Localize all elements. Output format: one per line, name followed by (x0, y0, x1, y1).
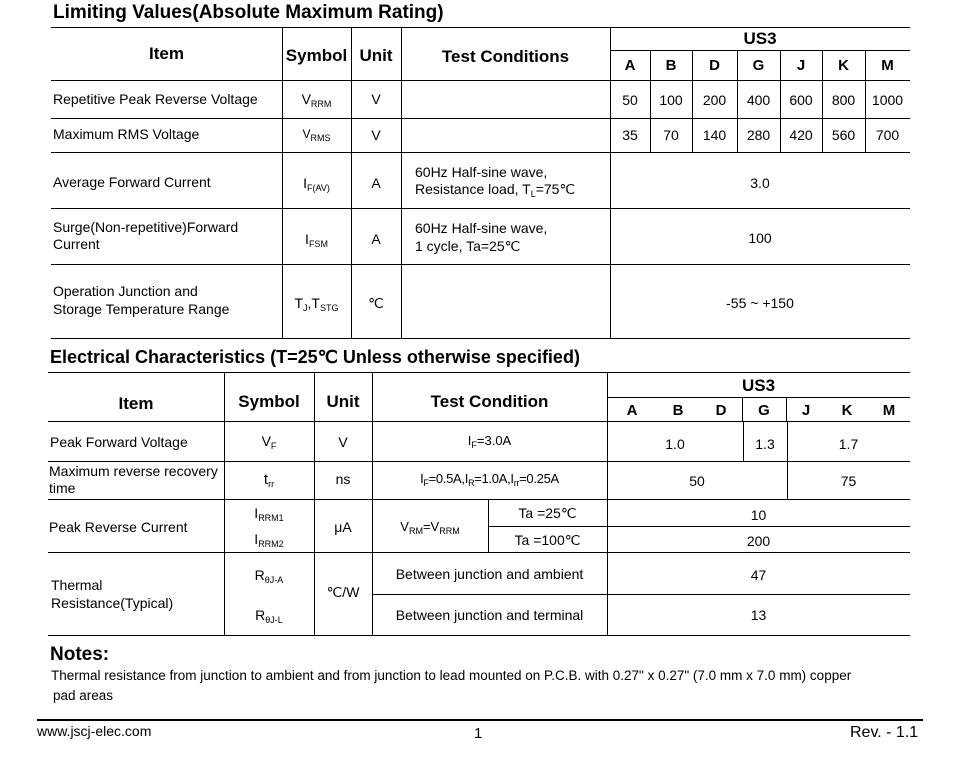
t1-r4-item-line1: Surge(Non-repetitive)Forward (53, 219, 239, 235)
t2-ir-symbol-1: $I_{RRM1}$ (254, 505, 284, 523)
t1-r2-val: 35 (622, 127, 638, 143)
t2-grade-b: B (672, 402, 684, 419)
t2-top-rule (48, 372, 910, 373)
t2-th-item-line1: Thermal (51, 577, 103, 593)
t1-r2-unit: V (371, 127, 381, 143)
t2-th-val-terminal: 13 (750, 607, 767, 623)
t1-grade-d: D (709, 57, 720, 74)
t2-vf-item: Peak Forward Voltage (50, 434, 188, 450)
t1-r4-value: 100 (748, 230, 772, 246)
t2-grade-k: K (841, 402, 853, 419)
t2-trr-val-jkm: 75 (840, 473, 857, 489)
t1-r2-symbol: $V_{RMS}$ (302, 127, 331, 143)
t1-r3-cond-line2: Resistance load, $T_L=75℃$ (415, 181, 576, 199)
t2-us3-rule (607, 397, 910, 398)
t2-ir-symbol-2: $I_{RRM2}$ (254, 531, 284, 549)
t1-grade-g: G (752, 57, 765, 74)
t1-r4-symbol: $I_{FSM}$ (305, 231, 328, 249)
t1-row-rule (51, 152, 910, 153)
t1-col-rule (401, 27, 402, 338)
t1-us3-header: US3 (743, 29, 777, 48)
t1-r1-val: 400 (746, 92, 771, 108)
t2-sub-rule (372, 594, 910, 595)
t1-row-rule (51, 118, 910, 119)
t1-test-header: Test Conditions (441, 47, 570, 66)
t2-row-rule (48, 552, 910, 553)
t1-r1-val: 50 (622, 92, 638, 108)
t1-r5-value: -55 ~ +150 (726, 295, 794, 311)
t2-header-rule (48, 421, 910, 422)
t1-grade-j: J (796, 57, 806, 74)
t1-r1-val: 1000 (871, 92, 904, 108)
t2-unit-header: Unit (326, 392, 360, 411)
t1-r2-val: 700 (875, 127, 900, 143)
t1-r1-unit: V (371, 91, 381, 107)
t1-r1-val: 100 (659, 92, 683, 108)
t1-r5-symbol: $T_J,T_{STG}$ (294, 295, 339, 313)
t1-r2-val: 280 (746, 127, 771, 143)
t1-r2-val: 420 (789, 127, 813, 143)
limiting-values-title: Limiting Values(Absolute Maximum Rating) (53, 2, 444, 23)
t2-col-rule (372, 372, 373, 635)
t1-r3-unit: A (371, 175, 381, 191)
t2-th-val-ambient: 47 (750, 567, 767, 583)
footer-url: www.jscj-elec.com (37, 723, 152, 739)
t1-r1-val: 600 (789, 92, 813, 108)
notes-line-2: pad areas (53, 688, 114, 703)
t2-th-cond-ambient: Between junction and ambient (395, 566, 584, 582)
t2-test-header: Test Condition (430, 392, 549, 411)
notes-line-1: Thermal resistance from junction to ambient and from junction to lead mounted on P.C.B. with 0.27" x 0.27" (7.0 mm x 7.0 mm) copper (51, 668, 852, 683)
t2-th-item-line2: Resistance(Typical) (51, 595, 174, 611)
t1-r3-symbol: $I_{F(AV)}$ (303, 175, 330, 193)
t2-item-header: Item (118, 394, 154, 413)
t1-r1-val: 200 (702, 92, 727, 108)
t1-r5-item-line1: Operation Junction and (53, 283, 198, 299)
t2-grade-m: M (882, 402, 896, 419)
t2-ir-item: Peak Reverse Current (49, 519, 188, 535)
t1-grade-m: M (881, 57, 894, 74)
t2-col-rule (607, 372, 608, 635)
t1-r1-val: 800 (831, 92, 856, 108)
t2-th-symbol-ja: $R_{\theta J-A}$ (254, 567, 284, 585)
t1-item-header: Item (149, 44, 184, 63)
t1-r2-val: 560 (831, 127, 856, 143)
notes-title: Notes: (50, 644, 110, 665)
t2-vf-val-g: 1.3 (755, 436, 775, 452)
t1-r2-item: Maximum RMS Voltage (53, 126, 200, 142)
footer-page-number: 1 (474, 725, 483, 742)
t2-ir-val-25: 10 (750, 507, 767, 523)
t2-bottom-rule (48, 635, 910, 636)
t1-r2-val: 70 (663, 127, 679, 143)
t2-trr-item-line2: time (49, 480, 76, 496)
t1-symbol-header: Symbol (285, 46, 348, 65)
t1-r2-val: 140 (702, 127, 727, 143)
t1-r5-unit: ℃ (368, 295, 384, 311)
t2-grade-j: J (801, 402, 811, 419)
t2-grade-a: A (626, 402, 638, 419)
t1-r5-item-line2: Storage Temperature Range (53, 301, 230, 317)
t2-th-cond-terminal: Between junction and terminal (395, 607, 584, 623)
t2-ir-condition: $V_{RM}=V_{RRM}$ (400, 519, 460, 536)
t2-ir-unit: μA (334, 519, 352, 535)
electrical-characteristics-title: Electrical Characteristics (T=25℃ Unless otherwise specified) (50, 347, 580, 367)
t1-grade-a: A (624, 57, 636, 74)
footer-revision: Rev. - 1.1 (850, 724, 919, 741)
t2-row-rule (48, 461, 910, 462)
t1-bottom-rule (51, 338, 910, 339)
t1-row-rule (51, 208, 910, 209)
t2-sub-rule (488, 526, 910, 527)
t1-grade-k: K (838, 57, 849, 74)
t1-r1-symbol: $V_{RRM}$ (301, 91, 332, 109)
t1-r4-unit: A (371, 231, 381, 247)
t2-vf-symbol: $V_F$ (261, 433, 277, 451)
t1-r4-item-line2: Current (53, 236, 100, 252)
t2-symbol-header: Symbol (238, 392, 300, 411)
t2-ir-ta-100: Ta =100℃ (514, 532, 581, 548)
t1-r3-value: 3.0 (750, 175, 770, 191)
t1-header-rule (51, 80, 910, 81)
t2-grade-d: D (715, 402, 727, 419)
t2-trr-symbol: $t_{rr}$ (263, 471, 275, 489)
t2-col-rule (224, 372, 225, 635)
t2-vf-val-abd: 1.0 (665, 436, 685, 452)
t1-r1-item: Repetitive Peak Reverse Voltage (53, 91, 258, 107)
t2-trr-unit: ns (335, 471, 351, 487)
t1-r3-item: Average Forward Current (53, 174, 211, 190)
t2-trr-condition: $I_F=0.5A,I_R=1.0A,I_{rr}=0.25A$ (420, 471, 559, 488)
t2-grade-g: G (758, 402, 770, 419)
t2-trr-val-abdg: 50 (689, 473, 705, 489)
t2-grade-rule (742, 397, 743, 421)
t1-unit-header: Unit (359, 46, 393, 65)
t2-th-symbol-jl: $R_{\theta J-L}$ (255, 607, 283, 625)
t2-vf-unit: V (338, 434, 348, 450)
t1-r3-cond-line1: 60Hz Half-sine wave, (415, 164, 548, 180)
t1-grade-b: B (665, 57, 677, 74)
t2-ir-val-100: 200 (746, 533, 771, 549)
t1-r4-cond-line1: 60Hz Half-sine wave, (415, 220, 548, 236)
footer-rule (37, 719, 923, 721)
t1-top-rule (51, 27, 910, 28)
t1-row-rule (51, 264, 910, 265)
t2-grade-rule (786, 397, 787, 421)
t2-vf-val-jkm: 1.7 (838, 436, 859, 452)
t2-vf-condition: $I_F=3.0A$ (467, 433, 512, 450)
t2-us3-header: US3 (741, 376, 776, 395)
t2-ir-ta-25: Ta =25℃ (518, 505, 577, 521)
t2-th-unit: ℃/W (326, 584, 360, 600)
t2-row-rule (48, 499, 910, 500)
t2-trr-item-line1: Maximum reverse recovery (49, 463, 218, 479)
t1-r4-cond-line2: 1 cycle, Ta=25℃ (415, 238, 521, 254)
